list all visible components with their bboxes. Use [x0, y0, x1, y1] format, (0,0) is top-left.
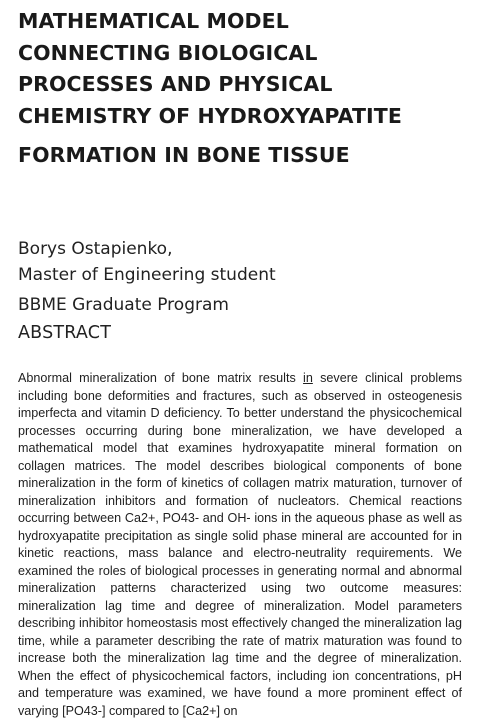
title-line: CHEMISTRY OF HYDROXYAPATITE — [18, 103, 402, 128]
paper-title — [18, 6, 468, 172]
title-line: FORMATION IN BONE TISSUE — [18, 143, 350, 167]
abstract-text-part: severe clinical problems including bone deformities and fractures, such as observed in osteogenesis imperfecta and vitamin D deficiency. To better understand the physicochemical processes occurring during bone mineralization, we have developed a mathematical model that examines hydroxyapatite mineral formation on collagen matrices. The model describes biological components of bone mineralization in the form of kinetics of collagen matrix maturation, turnover of mineralization inhibitors and formation of nucleators. Chemical reactions occurring between Ca2+, PO43- and OH- ions in the aqueous phase as well as hydroxyapatite precipitation as single solid phase mineral are accounted for in kinetic reactions, mass balance and electro-neutrality requirements. We examined the roles of biological processes in generating normal and abnormal mineralization patterns characterized using two outcome measures: mineralization lag time and degree of mineralization. Model parameters describing inhibitor homeostasis most effectively changed the mineralization lag time, while a parameter describing the rate of matrix maturation was found to increase both the mineralization lag time and the degree of mineralization. When the effect of physicochemical factors, including ion concentrations, pH and temperature was examined, we have found a more prominent effect of varying [PO43-] compared to [Ca2+] on — [18, 371, 463, 718]
author-block — [18, 236, 276, 318]
author-program: BBME Graduate Program — [18, 295, 229, 315]
underlined-word: in — [303, 371, 313, 385]
abstract-body — [18, 370, 462, 720]
author-role: Master of Engineering student — [18, 265, 276, 285]
abstract-heading: ABSTRACT — [18, 323, 112, 343]
abstract-text-part: Abnormal mineralization of bone matrix results — [18, 371, 304, 385]
author-name: Borys Ostapienko, — [18, 239, 173, 259]
title-line: MATHEMATICAL MODEL — [18, 9, 289, 33]
title-line: CONNECTING BIOLOGICAL — [18, 40, 318, 65]
title-line: PROCESSES AND PHYSICAL — [18, 72, 333, 96]
